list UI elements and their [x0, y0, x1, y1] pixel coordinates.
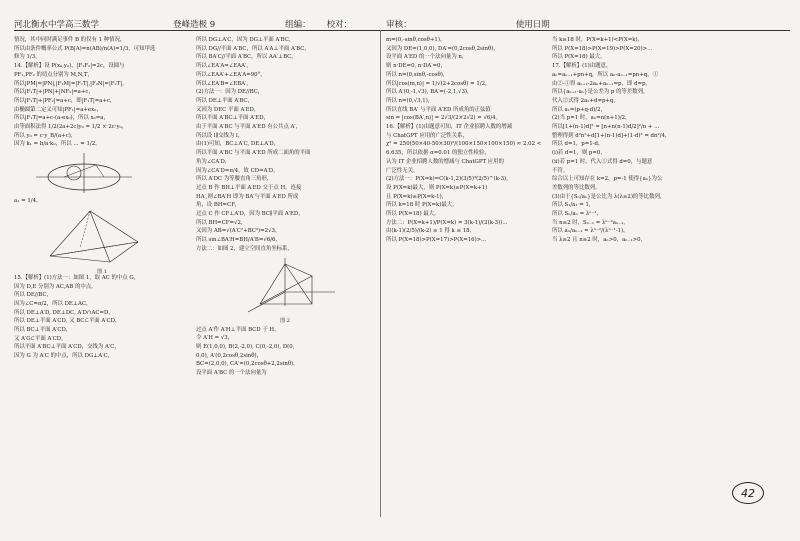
text-line: 所以 y₀ = c·y_B/(a+c)， — [14, 132, 77, 139]
text-line: 又 A′G⊂平面 A′CD， — [14, 335, 67, 342]
column-3 — [386, 36, 544, 466]
figure-2 — [196, 256, 374, 324]
text-line: 所以 P(X=18) 最大。 — [552, 54, 606, 61]
text-line: sin = |cos⟨BA′,n⟩| = 2√3/(2×2√2) = √6/4。 — [386, 115, 501, 122]
text-line: 所以[1+(n-1)d]² = [n+n(n-1)d/2]²/n + ... — [552, 124, 660, 131]
text-line: 当 n≥2 时，Sₙ₋₁ = λⁿ⁻²aₙ₋₁， — [552, 219, 629, 226]
text-line: 所以设 l∥交线为 l， — [196, 132, 244, 139]
text-line: 所以 DE⊥平面 A′CD, 又 BC⊂平面 A′CD， — [14, 318, 121, 325]
text-line: 所以 Sₙ/aₙ = λⁿ⁻¹， — [552, 211, 602, 218]
text-line: 当 λ≥2 且 n≥2 时，aₙ>0，aₙ₋₁>0， — [552, 237, 646, 244]
text-line: 所以∠EAA′+∠EA′A=90°， — [196, 71, 266, 78]
text-line: 由(k-1)(2/5)/(k-2) ≥ 1 得 k ≤ 18， — [386, 228, 475, 235]
text-line: 则 n·DE=0, n·DA′=0， — [386, 63, 446, 70]
text-line: 所以 sin∠BA′H=BH/A′B=√6/6， — [196, 237, 281, 244]
column-3-text — [386, 36, 544, 245]
header-date-label: 使用日期 — [515, 20, 550, 30]
text-line: (2)方法一：因为 DE//BC， — [196, 89, 264, 96]
header-editor-label: 组编： — [285, 20, 311, 30]
text-line: 设平面 A′ED 的一个法向量为 n， — [386, 54, 468, 61]
text-line: 设 P(X=k)最大，则 P(X=k)≥P(X=k+1) — [386, 184, 488, 191]
text-line: 所以 S₁/a₁ = 1， — [552, 202, 595, 209]
text-line: 则 E(1,0,0), B(2,-2,0), C(0,-2,0), D(0, — [196, 343, 295, 350]
text-line: 方法二：P(X=k+1)/P(X=k) = 3(k-1)/(2(k-3))... — [386, 219, 508, 226]
text-line: 6.635，所以依据 α=0.01 的独立性检验， — [386, 150, 490, 157]
text-line: 因为 D,E 分别为 AC,AB 的中点， — [14, 283, 97, 290]
text-line: 所以 DE⊥平面 A′BC， — [196, 97, 254, 104]
text-line: 所以 P(X=18) 最大。 — [386, 211, 440, 218]
text-line: 由椭圆第二定义可知|PF₁|=a+ex₀， — [14, 106, 102, 113]
text-line: 认为 IT 企业招聘人数的增减与 ChatGPT 应用的 — [386, 158, 504, 165]
text-line: 15.【解析】(1)方法一：如图 1，取 AC 的中点 G， — [14, 274, 140, 281]
ellipse-figure — [14, 151, 190, 195]
text-line: PF₁,PF₂ 的切点分别为 M,N,T， — [14, 71, 93, 78]
text-line: 14.【解析】设 P(x₀,y₀)，|F₁F₂|=2c，设圆与 — [14, 63, 125, 70]
text-line: 过点 A′作 A′H⊥平面 BCD 于 H， — [196, 326, 280, 333]
column-2-text-bottom — [196, 326, 374, 378]
text-line: 过点 C 作 CF⊥A′D，因为 BC∥平面 A′ED， — [196, 211, 304, 218]
text-line: 广泛性无关。 — [386, 167, 419, 174]
text-line: 所以平面 A′BC⊥平面 A′ED， — [196, 115, 269, 122]
tetrahedron-diagram-1 — [40, 208, 150, 264]
text-line: 且 P(X=k)≥P(X=k-1)， — [386, 193, 448, 200]
text-line: 所以|F₁T|=a+c-(a-ex₀)，所以 x₀=a， — [14, 115, 109, 122]
text-line: 修为 1/3。 — [14, 54, 41, 61]
text-line: 过点 B 作 BH⊥平面 A′ED 交于点 H，连接 — [196, 184, 302, 191]
text-line: 所以 P(X=18)>P(X=19)>P(X=20)>… — [552, 45, 653, 52]
text-line: 由等面积法得 1/2(2a+2c)y₀ = 1/2 × 2c·y₀， — [14, 124, 128, 131]
page-fold-divider — [380, 30, 381, 517]
text-line: 所以 aₙ/aₙ₋₁ = λⁿ⁻²/(λⁿ⁻¹-1)， — [552, 228, 629, 235]
ellipse-diagram — [34, 151, 134, 195]
text-line: HA′,则∠BA′H 即为 BA′与平面 A′ED 所成 — [196, 193, 299, 200]
figure-1-label: 图 1 — [97, 268, 107, 275]
text-line: 又因为 DE=(1,0,0), DA′=(0,2cosθ,2sinθ)， — [386, 45, 499, 52]
text-line: 所以|F₁T|+|PF₂|=a+c，即|F₁T|=a+c， — [14, 97, 116, 104]
text-line: 所以 A′(0,-1,√3), BA′=(-2,1,√3)， — [386, 89, 473, 96]
text-line: 所以 BC⊥平面 A′CD， — [14, 327, 72, 334]
text-line: 整理得到 d²n²+d[1+(n-1)d]+(1-d)² = dn²/4， — [552, 132, 671, 139]
header-series: 登峰造极 9 — [173, 20, 216, 30]
text-line: 所以 DG⊥A′C，因为 DG⊥平面 A′BC， — [196, 37, 295, 43]
header-school: 河北衡水中学高三数学 — [14, 20, 100, 30]
text-line: 所以|PM|=|PN|,|F₁M|=|F₁T|,|F₂N|=|F₂T|， — [14, 80, 128, 87]
coordinate-diagram-2 — [230, 256, 340, 314]
text-line: 所以由条件概率公式 P(B|A)=n(AB)/n(A)=1/3，可知甲选 — [14, 45, 156, 52]
text-line: 所以 DE⊥A′D, DE⊥DC, A′D∩AC=D， — [14, 309, 114, 316]
figure-2-label: 图 2 — [280, 318, 290, 325]
text-line: 所以 a₁=(p+q-d)/2， — [552, 106, 606, 113]
text-line: 当 k≥18 时，P(X=k+1)<P(X=k)， — [552, 37, 644, 43]
text-line: 情况，其中同时满足事件 B 的仅有 1 种情况， — [14, 37, 126, 43]
column-1 — [14, 36, 190, 506]
page-number: 42 — [732, 482, 764, 504]
text-line: 与 ChatGPT 应用的广泛性关系， — [386, 132, 468, 139]
text-line: (ⅱ)若 p=1 时，代入①式得 d=0，与题意 — [552, 158, 653, 165]
text-line: 所以直线 BA′ 与平面 A′ED 所成角的正弦值 — [386, 106, 491, 113]
text-line: (2)方法一：P(X=k)=C(k-1,2)(3/5)³(2/5)^(k-3)， — [386, 176, 512, 183]
text-line: a₁ = 1/4。 — [14, 198, 42, 205]
text-line: 所以∠EA′B=∠EBA′， — [196, 80, 252, 87]
text-line: 所以 DE//BC， — [14, 292, 52, 299]
text-line: 所以 k=18 时 P(X=k)最大， — [386, 202, 458, 209]
text-line: χ² = 250(50×40-50×30)²/(100×150×100×150) ≈ 2.02 < — [386, 141, 542, 148]
text-line: 又因为 DEC 平面 A′ED， — [196, 106, 260, 113]
column-2-text-top — [196, 36, 374, 254]
text-line: 方法二：如图 2，建立空间直角坐标系， — [196, 245, 293, 252]
text-line: 所以 DG//平面 A′BC，所以 A′A⊥平面 A′BC， — [196, 45, 310, 52]
text-line: 所以 n=(0,sinθ,-cosθ)， — [386, 71, 449, 78]
text-line: 由②-①得 aₙ₊₁-2aₙ+aₙ₋₁=p，即 d=p， — [552, 80, 651, 87]
header-review-label: 审核： — [386, 20, 412, 30]
text-line: (3)由于{Sₙ/aₙ}是公比为 λ(λ≥2)的等比数列， — [552, 193, 666, 200]
text-line: 所以 d=1，p=1-d， — [552, 141, 604, 148]
text-line: 差数列的等比数列。 — [552, 184, 601, 191]
text-line: 令 A′H = √3， — [196, 335, 234, 342]
text-line: 所以∠EA′A=∠EAA′， — [196, 63, 252, 70]
column-1-text-top — [14, 36, 190, 149]
text-line: 所以平面 A′BC⊥平面 A′CD，交线为 A′C， — [14, 344, 120, 351]
text-line: 又因为 AB=√(A′C²+BC²)=2√3， — [196, 228, 281, 235]
column-2 — [196, 36, 374, 506]
figure-1 — [14, 208, 190, 275]
text-line: 所以|cos⟨m,n⟩| = 1/√(2+2cosθ) = 1/2， — [386, 80, 491, 87]
text-line: 角，设 BH=CF， — [196, 202, 241, 209]
text-line: 所以 n=(0,√3,1)， — [386, 97, 434, 104]
text-line: 因为∠CA′D=π/4，故 CD=A′D， — [196, 167, 279, 174]
text-line: 代入②式得 2a₁+d=p+q， — [552, 97, 619, 104]
text-line: 所以 BA′C//平面 A′BC，所以 AA′⊥BC， — [196, 54, 297, 61]
text-line: 所以平面 A′BC 与平面 A′ED 所成二面角的平面 — [196, 150, 311, 157]
column-4 — [552, 36, 714, 506]
text-line: 由于平面 A′BC 与平面 A′ED 有公共点 A′， — [196, 124, 302, 131]
text-line: 由(1)可知，BC⊥A′C, DE⊥A′D， — [196, 141, 280, 148]
text-line: 不符。 — [552, 167, 569, 174]
page-header — [14, 14, 790, 31]
text-line: 所以 BH=CF=√2， — [196, 219, 247, 226]
text-line: m=(0,-sinθ,cosθ+1)， — [386, 37, 446, 43]
text-line: 因为∠C=π/2，所以 DE⊥AC， — [14, 300, 92, 307]
text-line: BC=(2,0,0), CA′=(0,2cosθ+2,2sinθ)， — [196, 361, 299, 368]
column-4-text — [552, 36, 714, 245]
header-proof-label: 校对： — [326, 20, 353, 30]
column-1-text-mid — [14, 197, 190, 206]
text-line: 角为∠CA′D， — [196, 158, 231, 165]
text-line: 17.【解析】(1)由题意， — [552, 63, 612, 70]
text-line: 所以 P(X=18)>P(X=17)>P(X=16)>… — [386, 237, 487, 244]
text-line: (2)当 p=1 时，aₙ=n(n+1)/2， — [552, 115, 631, 122]
text-line: 综合以上可知存在 k=2，p=-1 使得{aₙ}为公 — [552, 176, 663, 183]
text-line: 因为 k₁ = b/a·k₀，所以 ... = 1/2， — [14, 141, 101, 148]
text-line: (ⅰ)若 d=1，则 p=0， — [552, 150, 606, 157]
text-line: 设平面 A′BC 的一个法向量为 — [196, 370, 267, 377]
text-line: 16.【解析】(1)由题意可知，IT 企业招聘人数的增减 — [386, 124, 513, 131]
text-line: aₙ=aₙ₋₁+pn+q，所以 aₙ-aₙ₋₁=pn+q，① — [552, 71, 659, 78]
text-line: 0,0), A′(0,2cosθ,2sinθ)， — [196, 352, 263, 359]
text-line: 所以|F₁T|+|PN|+|NF₂|=a+c， — [14, 89, 94, 96]
text-line: 因为 G 为 A′C 的中点，所以 DG⊥A′C， — [14, 353, 113, 360]
text-line: 所以{aₙ₊₁-aₙ}是公差为 p 的等差数列， — [552, 89, 649, 96]
column-1-text-bottom — [14, 274, 190, 361]
text-line: 所以 A′DC 为等腰直角三角形， — [196, 176, 273, 183]
